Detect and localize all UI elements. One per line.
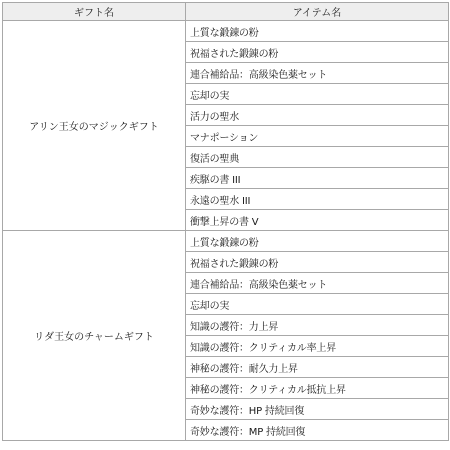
- item-name-cell: 活力の聖水: [186, 105, 449, 126]
- header-row: [3, 3, 449, 21]
- item-name-cell: 衝撃上昇の書 V: [186, 210, 449, 231]
- item-name-cell: 知識の護符：クリティカル率上昇: [186, 336, 449, 357]
- item-name-cell: 上質な鍛錬の粉: [186, 231, 449, 252]
- item-name-cell: 神秘の護符：耐久力上昇: [186, 357, 449, 378]
- table-row: [3, 231, 449, 252]
- table-body: [3, 21, 449, 441]
- gift-name-column-header: ギフト名: [3, 3, 186, 21]
- item-name-cell: 忘却の実: [186, 294, 449, 315]
- item-name-cell: 知識の護符：力上昇: [186, 315, 449, 336]
- gift-name-cell: アリン王女のマジックギフト: [3, 21, 186, 231]
- item-name-cell: 復活の聖典: [186, 147, 449, 168]
- item-name-cell: 連合補給品：高級染色薬セット: [186, 63, 449, 84]
- item-name-cell: 祝福された鍛錬の粉: [186, 252, 449, 273]
- item-name-cell: 疾駆の書 III: [186, 168, 449, 189]
- item-name-cell: 神秘の護符：クリティカル抵抗上昇: [186, 378, 449, 399]
- item-name-cell: 忘却の実: [186, 84, 449, 105]
- item-name-cell: 祝福された鍛錬の粉: [186, 42, 449, 63]
- item-name-cell: 永遠の聖水 III: [186, 189, 449, 210]
- item-name-cell: 連合補給品：高級染色薬セット: [186, 273, 449, 294]
- item-name-cell: マナポーション: [186, 126, 449, 147]
- item-name-cell: 奇妙な護符：HP 持続回復: [186, 399, 449, 420]
- item-name-cell: 上質な鍛錬の粉: [186, 21, 449, 42]
- item-name-column-header: アイテム名: [186, 3, 449, 21]
- table-row: [3, 21, 449, 42]
- gift-name-cell: リダ王女のチャームギフト: [3, 231, 186, 441]
- gift-item-table: [2, 2, 449, 441]
- item-name-cell: 奇妙な護符：MP 持続回復: [186, 420, 449, 441]
